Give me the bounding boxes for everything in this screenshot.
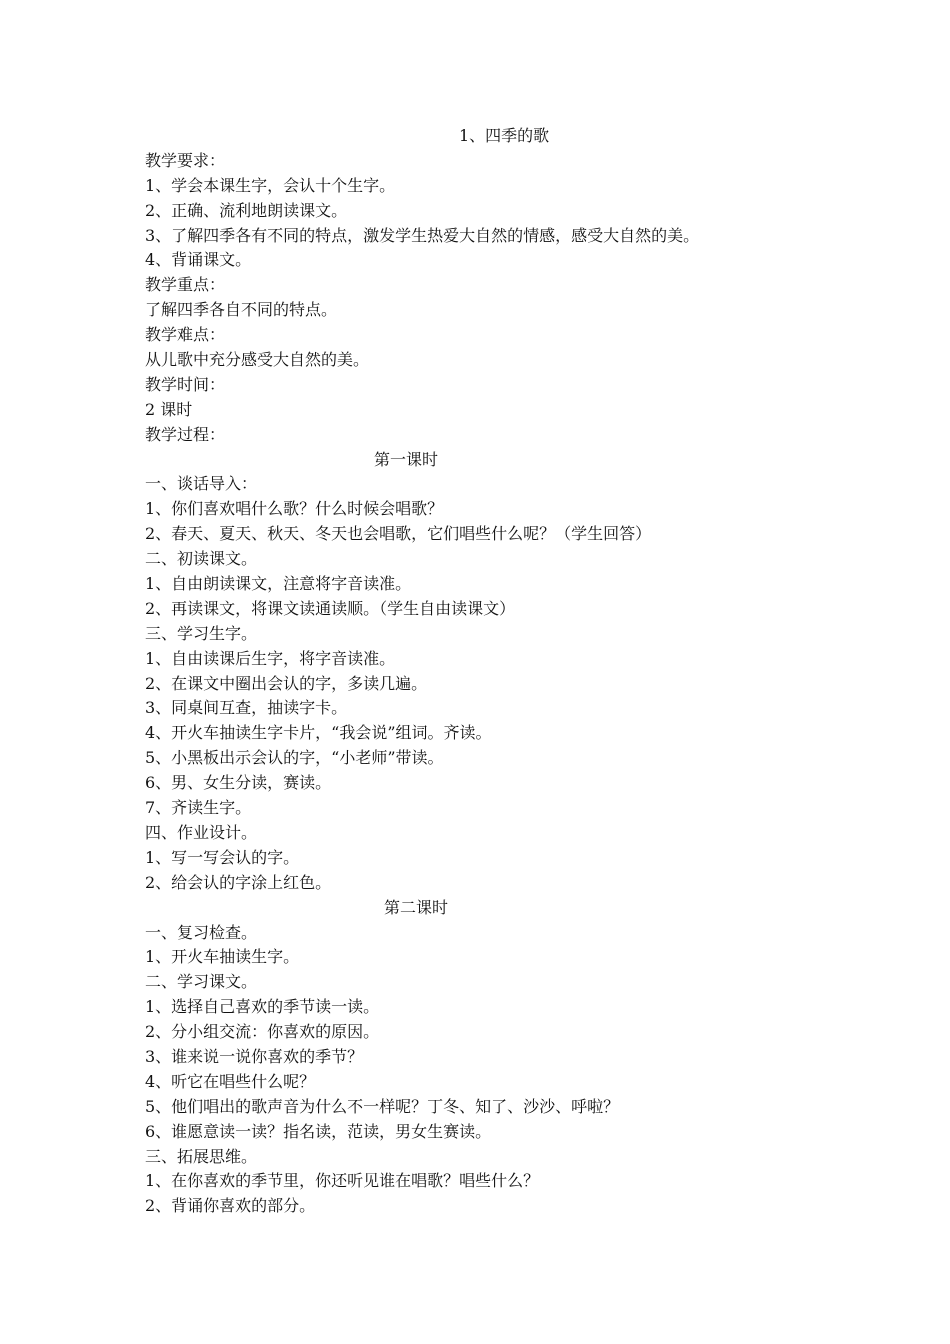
lesson1-line: 2、在课文中圈出会认的字，多读几遍。 — [145, 673, 428, 693]
intro-line: 从儿歌中充分感受大自然的美。 — [145, 350, 370, 370]
document-title: 1、四季的歌 — [459, 126, 550, 145]
lesson1-line: 二、初读课文。 — [145, 549, 258, 569]
lesson2-heading: 第二课时 — [384, 897, 449, 917]
lesson1-heading-row — [145, 448, 835, 473]
intro-line: 3、了解四季各有不同的特点，激发学生热爱大自然的情感，感受大自然的美。 — [145, 225, 700, 245]
lesson1-line: 3、同桌间互查，抽读字卡。 — [145, 698, 348, 718]
lesson1-line: 四、作业设计。 — [145, 822, 258, 842]
document-body — [145, 124, 835, 1219]
lesson2-line: 1、选择自己喜欢的季节读一读。 — [145, 997, 380, 1017]
intro-line: 教学时间： — [145, 374, 226, 394]
lesson1-heading: 第一课时 — [374, 449, 439, 469]
intro-line: 2、正确、流利地朗读课文。 — [145, 200, 348, 220]
lesson2-line: 2、背诵你喜欢的部分。 — [145, 1196, 316, 1216]
intro-line: 4、背诵课文。 — [145, 250, 252, 270]
lesson1-line: 1、写一写会认的字。 — [145, 847, 300, 867]
lesson2-line: 二、学习课文。 — [145, 972, 258, 992]
lesson2-line: 2、分小组交流：你喜欢的原因。 — [145, 1022, 380, 1042]
lesson1-line: 三、学习生字。 — [145, 623, 258, 643]
intro-line: 教学过程： — [145, 424, 226, 444]
lesson2-heading-row — [145, 896, 835, 921]
lesson1-line: 7、齐读生字。 — [145, 798, 252, 818]
lesson2-line: 6、谁愿意读一读？指名读，范读，男女生赛读。 — [145, 1121, 492, 1141]
lesson2-line: 5、他们唱出的歌声音为什么不一样呢？丁冬、知了、沙沙、呼啦？ — [145, 1096, 620, 1116]
lesson1-line: 1、你们喜欢唱什么歌？什么时候会唱歌？ — [145, 499, 444, 519]
intro-line: 2 课时 — [145, 399, 193, 419]
intro-line: 教学重点： — [145, 275, 226, 295]
lesson1-line: 1、自由朗读课文，注意将字音读准。 — [145, 574, 412, 594]
lesson1-line: 5、小黑板出示会认的字，“小老师”带读。 — [145, 748, 444, 768]
intro-line: 了解四季各自不同的特点。 — [145, 300, 338, 320]
lesson1-line: 2、给会认的字涂上红色。 — [145, 872, 332, 892]
lesson1-line: 6、男、女生分读，赛读。 — [145, 773, 332, 793]
lesson1-line: 1、自由读课后生字，将字音读准。 — [145, 648, 396, 668]
intro-line: 教学要求： — [145, 150, 226, 170]
intro-line: 教学难点： — [145, 325, 226, 345]
lesson2-line: 1、在你喜欢的季节里，你还听见谁在唱歌？唱些什么？ — [145, 1171, 540, 1191]
lesson1-line: 一、谈话导入： — [145, 474, 258, 494]
intro-line: 1、学会本课生字，会认十个生字。 — [145, 175, 396, 195]
lesson1-line: 2、再读课文，将课文读通读顺。（学生自由读课文） — [145, 598, 516, 618]
lesson2-line: 3、谁来说一说你喜欢的季节？ — [145, 1046, 364, 1066]
lesson1-line: 4、开火车抽读生字卡片，“我会说”组词。齐读。 — [145, 723, 492, 743]
title-row — [145, 124, 835, 149]
lesson2-line: 一、复习检查。 — [145, 922, 258, 942]
lesson2-line: 1、开火车抽读生字。 — [145, 947, 300, 967]
lesson2-line: 三、拓展思维。 — [145, 1146, 258, 1166]
lesson2-line: 4、听它在唱些什么呢？ — [145, 1071, 316, 1091]
lesson1-line: 2、春天、夏天、秋天、冬天也会唱歌，它们唱些什么呢？（学生回答） — [145, 524, 652, 544]
